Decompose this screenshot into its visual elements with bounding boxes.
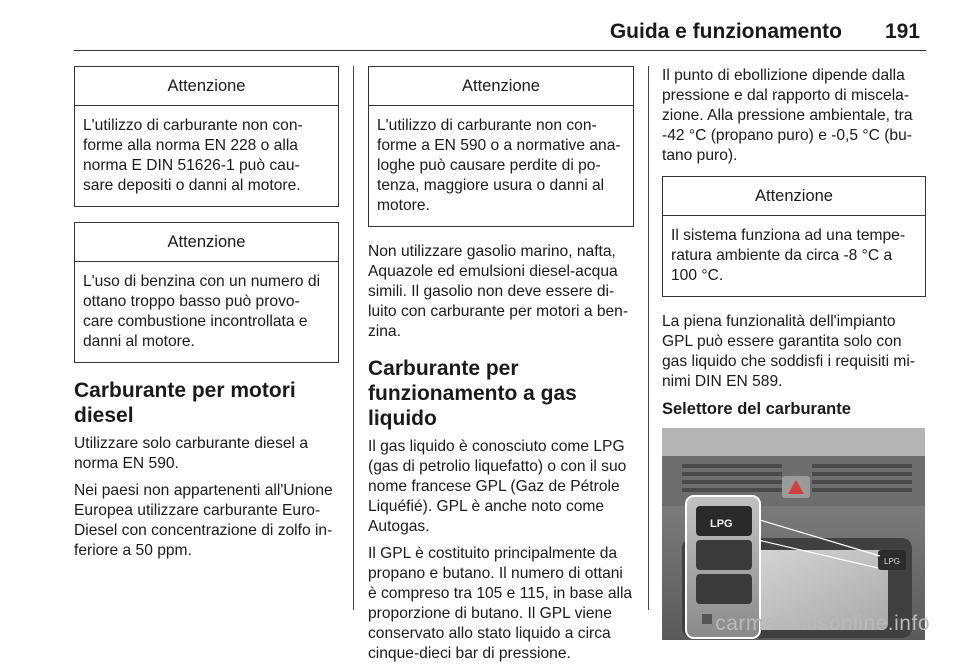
column-divider-2 <box>648 66 649 610</box>
paragraph: Utilizzare solo carburante diesel a norma EN 590. <box>74 435 309 472</box>
column-3 <box>662 66 926 640</box>
column-1 <box>74 66 339 568</box>
header-divider <box>74 50 926 51</box>
page-number: 191 <box>884 20 920 43</box>
dashboard-illustration <box>662 428 925 640</box>
warning-heading: Attenzione <box>75 67 338 106</box>
warning-heading: Attenzione <box>663 177 925 216</box>
warning-text: Il sistema funziona ad una tempe-ratura ambiente da circa -8 °C a 100 °C. <box>671 227 906 284</box>
section-title-lpg: Carburante per funzionamento a gas liquido <box>368 357 577 430</box>
warning-box <box>662 176 926 297</box>
warning-heading: Attenzione <box>369 67 633 106</box>
subheading-fuel-selector: Selettore del carburante <box>662 400 851 418</box>
paragraph: Il punto di ebollizione dipende dalla pressione e dal rapporto di miscela-zione. Alla pressione ambientale, tra -42 °C (propano puro) e -0,5 °C (bu-tano puro). <box>662 67 913 164</box>
lpg-button-label: LPG <box>710 518 733 530</box>
paragraph: Il GPL è costituito principalmente da propano e butano. Il numero di ottani è compreso tra 105 e 115, in base alla proporzione di butano. Il GPL viene conservato allo stato liquido a circa cinque-dieci bar di pressione. <box>368 545 633 662</box>
paragraph: Il gas liquido è conosciuto come LPG (gas di petrolio liquefatto) o con il suo nome francese GPL (Gaz de Pétrole Liquéfié). GPL è anche noto come Autogas. <box>368 438 627 535</box>
column-2 <box>368 66 634 671</box>
paragraph: Nei paesi non appartenenti all'Unione Europea utilizzare carburante Euro-Diesel con concentrazione di zolfo in-feriore a 50 ppm. <box>74 482 333 559</box>
warning-text: L'utilizzo di carburante non con-forme alla norma EN 228 o alla norma E DIN 51626-1 può cau-sare depositi o danni al motore. <box>83 117 303 194</box>
svg-text:LPG: LPG <box>884 557 901 566</box>
warning-box <box>74 222 339 363</box>
fuel-selector-photo <box>662 428 925 640</box>
watermark: carmanualsonline.info <box>715 612 930 635</box>
column-divider-1 <box>353 66 354 610</box>
section-title-diesel: Carburante per motori diesel <box>74 379 296 427</box>
paragraph: La piena funzionalità dell'impianto GPL può essere garantita solo con gas liquido che soddisfi i requisiti mi-nimi DIN EN 589. <box>662 313 916 390</box>
warning-text: L'uso di benzina con un numero di ottano troppo basso può provo-care combustione incontrollata e danni al motore. <box>83 273 321 350</box>
paragraph: Non utilizzare gasolio marino, nafta, Aquazole ed emulsioni diesel-acqua simili. Il gasolio non deve essere di-luito con carburante per motori a ben-zina. <box>368 243 629 340</box>
warning-box <box>74 66 339 207</box>
warning-text: L'utilizzo di carburante non con-forme a EN 590 o a normative ana-loghe può causare perdite di po-tenza, maggiore usura o danni al motore. <box>377 117 621 214</box>
page-header-title: Guida e funzionamento <box>609 20 842 43</box>
warning-box <box>368 66 634 227</box>
warning-heading: Attenzione <box>75 223 338 262</box>
